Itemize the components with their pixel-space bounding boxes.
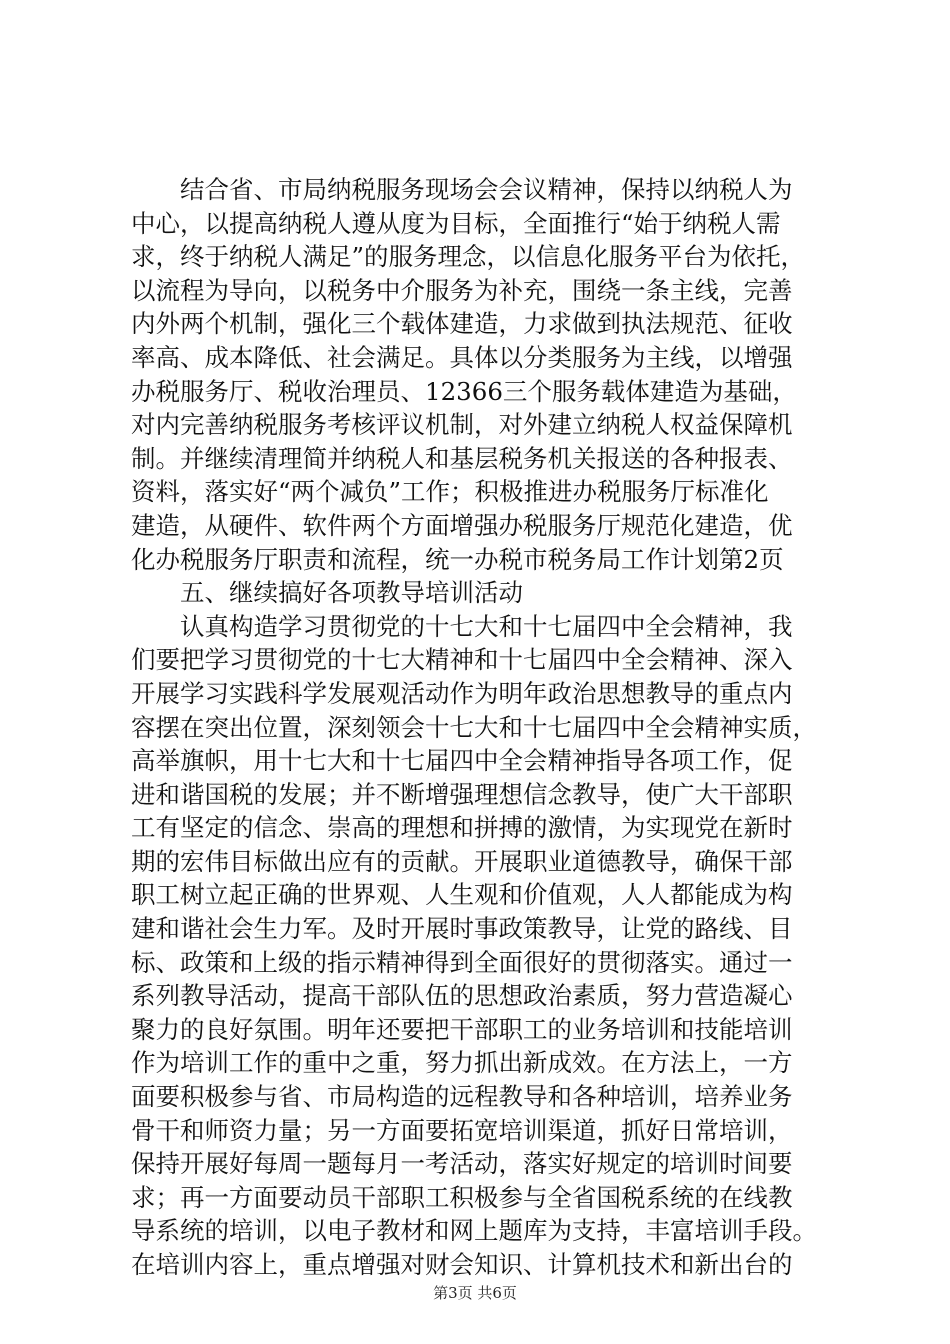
paragraph-line: 作为培训工作的重中之重，努力抓出新成效。在方法上，一方 <box>131 1048 793 1078</box>
paragraph-line: 期的宏伟目标做出应有的贡献。开展职业道德教导，确保干部 <box>131 846 793 876</box>
paragraph-line: 以流程为导向，以税务中介服务为补充，围绕一条主线，完善 <box>131 275 793 305</box>
paragraph-line: 求，终于纳税人满足”的服务理念，以信息化服务平台为依托， <box>131 242 806 272</box>
paragraph-line: 系列教导活动，提高干部队伍的思想政治素质，努力营造凝心 <box>131 981 793 1011</box>
paragraph-line: 结合省、市局纳税服务现场会会议精神，保持以纳税人为 <box>180 175 793 204</box>
paragraph-line: 率高、成本降低、社会满足。具体以分类服务为主线，以增强 <box>131 342 793 372</box>
paragraph-line: 化办税服务厅职责和流程，统一办税市税务局工作计划第2页 <box>131 544 784 574</box>
paragraph-line: 标、政策和上级的指示精神得到全面很好的贯彻落实。通过一 <box>131 947 793 977</box>
paragraph-line: 聚力的良好氛围。明年还要把干部职工的业务培训和技能培训 <box>131 1014 793 1044</box>
paragraph-line: 进和谐国税的发展；并不断增强理想信念教导，使广大干部职 <box>131 779 793 809</box>
paragraph-line: 骨干和师资力量；另一方面要拓宽培训渠道，抓好日常培训， <box>131 1115 793 1145</box>
page-number-footer: 第3页 共6页 <box>433 1284 517 1302</box>
document-body <box>131 173 831 1279</box>
section-heading: 五、继续搞好各项教导培训活动 <box>180 578 523 608</box>
paragraph-line: 容摆在突出位置，深刻领会十七大和十七届四中全会精神实质， <box>131 712 817 742</box>
paragraph-line: 中心，以提高纳税人遵从度为目标，全面推行“始于纳税人需 <box>131 208 781 238</box>
paragraph-line: 高举旗帜，用十七大和十七届四中全会精神指导各项工作，促 <box>131 746 793 776</box>
paragraph-line: 工有坚定的信念、崇高的理想和拼搏的激情，为实现党在新时 <box>131 813 793 843</box>
paragraph-line: 内外两个机制，强化三个载体建造，力求做到执法规范、征收 <box>131 309 793 339</box>
paragraph-line: 保持开展好每周一题每月一考活动，落实好规定的培训时间要 <box>131 1149 793 1179</box>
paragraph-line: 对内完善纳税服务考核评议机制，对外建立纳税人权益保障机 <box>131 410 793 440</box>
paragraph-line: 建造，从硬件、软件两个方面增强办税服务厅规范化建造，优 <box>131 510 793 540</box>
paragraph-line: 们要把学习贯彻党的十七大精神和十七届四中全会精神、深入 <box>131 645 793 675</box>
paragraph-line: 建和谐社会生力军。及时开展时事政策教导，让党的路线、目 <box>131 914 793 944</box>
paragraph-line: 面要积极参与省、市局构造的远程教导和各种培训，培养业务 <box>131 1082 793 1112</box>
paragraph-line: 导系统的培训，以电子教材和网上题库为支持，丰富培训手段。 <box>131 1216 817 1246</box>
paragraph-line: 求；再一方面要动员干部职工积极参与全省国税系统的在线教 <box>131 1182 793 1212</box>
paragraph-line: 开展学习实践科学发展观活动作为明年政治思想教导的重点内 <box>131 678 793 708</box>
paragraph-line: 认真构造学习贯彻党的十七大和十七届四中全会精神，我 <box>180 611 793 641</box>
paragraph-line: 办税服务厅、税收治理员、12366三个服务载体建造为基础， <box>131 376 797 406</box>
paragraph-line: 制。并继续清理简并纳税人和基层税务机关报送的各种报表、 <box>131 443 793 473</box>
paragraph-line: 资料，落实好“两个减负”工作；积极推进办税服务厅标准化 <box>131 477 769 507</box>
paragraph-line: 职工树立起正确的世界观、人生观和价值观，人人都能成为构 <box>131 880 793 910</box>
paragraph-line: 在培训内容上，重点增强对财会知识、计算机技术和新出台的 <box>131 1250 793 1279</box>
